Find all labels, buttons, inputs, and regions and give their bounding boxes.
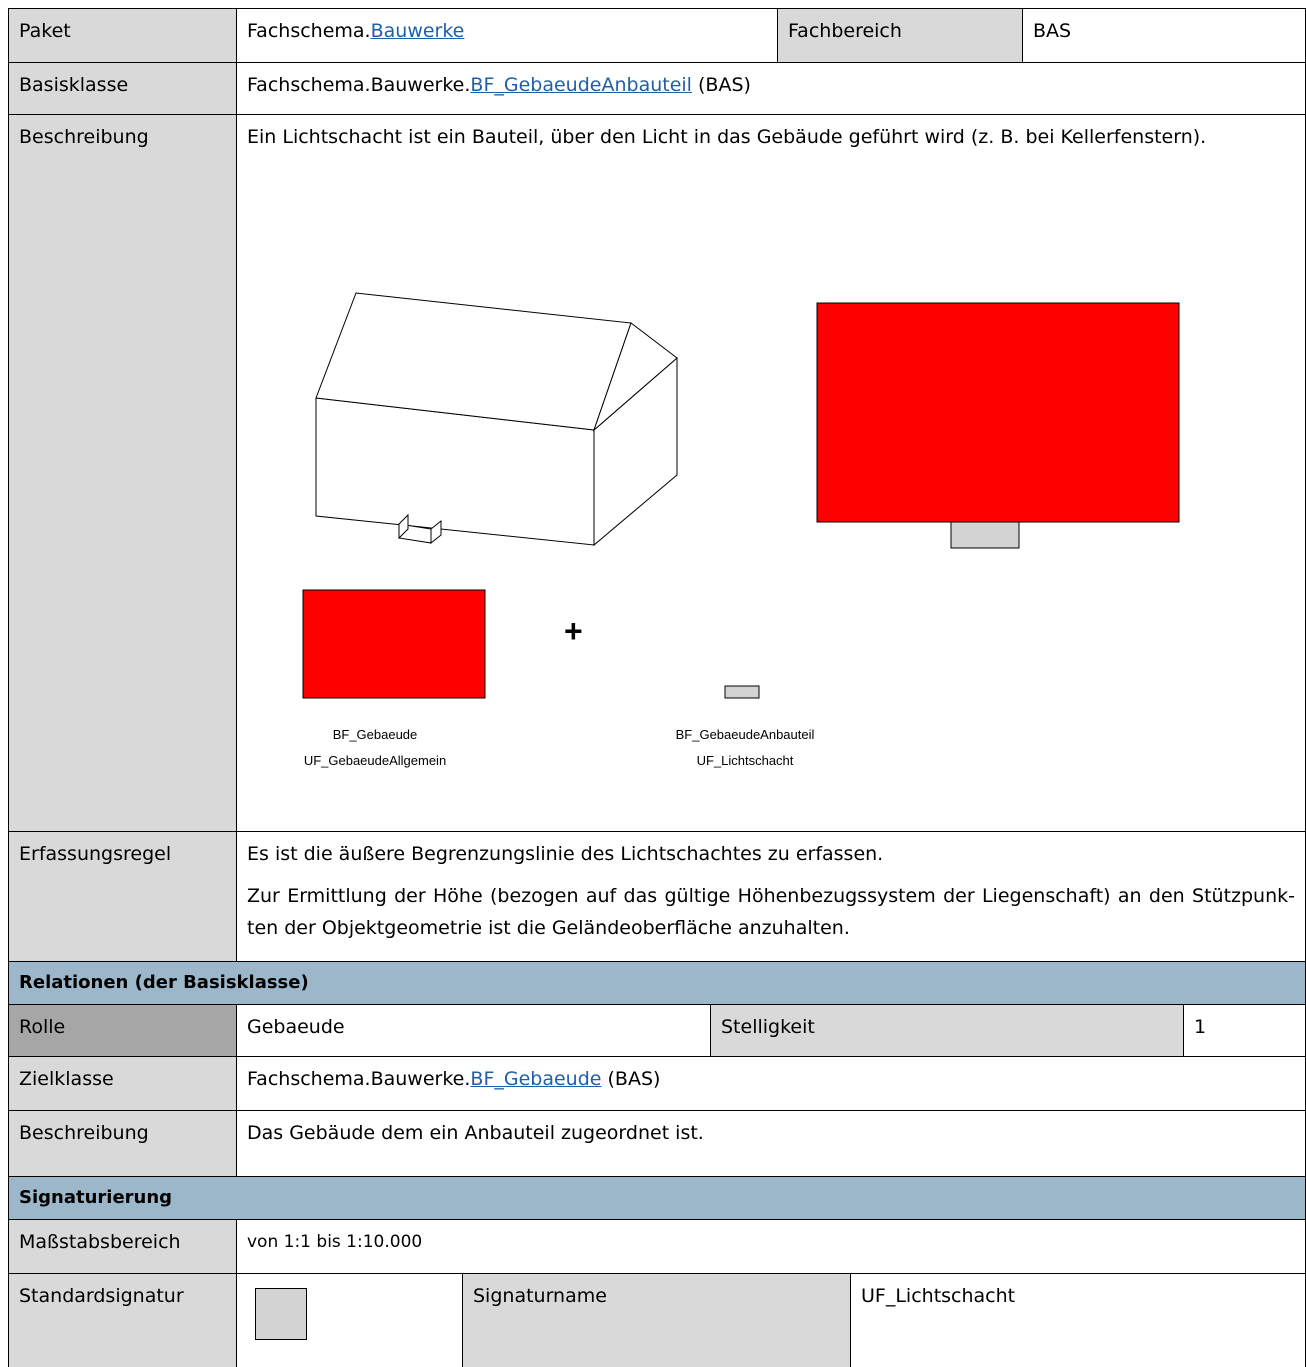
stelligkeit-value xyxy=(1183,1004,1306,1057)
erfassungsregel-para-2: Zur Ermittlung der Höhe (bezogen auf das gültige Höhenbezugssystem der Liegenschaft) an den Stützpunk-ten der Objektgeometrie ist die Geländeoberfläche anzuhalten. xyxy=(247,885,1295,939)
relationen-header xyxy=(8,961,1306,1005)
beschreibung-label-text: Beschreibung xyxy=(19,126,149,148)
legend-gebaeude-rect xyxy=(303,590,485,698)
plus-sign: + xyxy=(564,613,583,649)
signaturname-label-text: Signaturname xyxy=(473,1285,607,1307)
relation-beschreibung-label xyxy=(8,1110,237,1177)
paket-value xyxy=(236,8,778,63)
bauwerke-link[interactable]: Bauwerke xyxy=(370,20,465,42)
legend-left-label-2: UF_GebaeudeAllgemein xyxy=(303,753,447,768)
signaturname-value-text: UF_Lichtschacht xyxy=(861,1285,1016,1307)
basisklasse-prefix: Fachschema.Bauwerke. xyxy=(247,74,471,96)
massstab-value-text: von 1:1 bis 1:10.000 xyxy=(247,1232,423,1252)
legend-lichtschacht-rect xyxy=(725,686,759,698)
paket-label xyxy=(8,8,237,63)
signature-swatch xyxy=(255,1288,307,1340)
beschreibung-value xyxy=(236,114,1306,832)
bf-gebaeudeanbauteil-link[interactable]: BF_GebaeudeAnbauteil xyxy=(470,74,692,96)
paket-label-text: Paket xyxy=(19,20,71,42)
legend-right-label-1: BF_GebaeudeAnbauteil xyxy=(675,727,815,742)
rolle-label-text: Rolle xyxy=(19,1016,66,1038)
erfassungsregel-para-1: Es ist die äußere Begrenzungslinie des Lichtschachtes zu erfassen. xyxy=(247,843,884,865)
massstab-label-text: Maßstabsbereich xyxy=(19,1231,181,1253)
basisklasse-label xyxy=(8,62,237,115)
signaturierung-header-text: Signaturierung xyxy=(19,1187,173,1208)
rolle-value-text: Gebaeude xyxy=(247,1016,345,1038)
relation-beschreibung-value xyxy=(236,1110,1306,1177)
erfassungsregel-label xyxy=(8,831,237,962)
relation-beschreibung-value-text: Das Gebäude dem ein Anbauteil zugeordnet ist. xyxy=(247,1122,704,1144)
zielklasse-prefix: Fachschema.Bauwerke. xyxy=(247,1068,471,1090)
erfassungsregel-label-text: Erfassungsregel xyxy=(19,843,172,865)
zielklasse-value xyxy=(236,1056,1306,1111)
zielklasse-label xyxy=(8,1056,237,1111)
standardsignatur-swatch-cell xyxy=(236,1273,463,1367)
zielklasse-label-text: Zielklasse xyxy=(19,1068,114,1090)
relationen-header-text: Relationen (der Basisklasse) xyxy=(19,972,309,993)
stelligkeit-label xyxy=(710,1004,1184,1057)
rolle-label xyxy=(8,1004,237,1057)
basisklasse-label-text: Basisklasse xyxy=(19,74,129,96)
standardsignatur-label-text: Standardsignatur xyxy=(19,1285,184,1307)
massstab-label xyxy=(8,1219,237,1274)
basisklasse-suffix: (BAS) xyxy=(691,74,751,96)
signaturierung-header xyxy=(8,1176,1306,1220)
signaturname-value xyxy=(850,1273,1306,1367)
plan-building-rect xyxy=(817,303,1179,522)
rolle-value xyxy=(236,1004,711,1057)
paket-prefix: Fachschema. xyxy=(247,20,371,42)
massstab-value xyxy=(236,1219,1306,1274)
bf-gebaeude-link[interactable]: BF_Gebaeude xyxy=(470,1068,602,1090)
stelligkeit-value-text: 1 xyxy=(1194,1016,1207,1038)
erfassungsregel-value xyxy=(236,831,1306,962)
fachbereich-value-text: BAS xyxy=(1033,20,1072,42)
fachbereich-label-text: Fachbereich xyxy=(788,20,902,42)
basisklasse-value xyxy=(236,62,1306,115)
standardsignatur-label xyxy=(8,1273,237,1367)
fachbereich-value xyxy=(1022,8,1306,63)
plan-anbauteil-rect xyxy=(951,522,1019,548)
beschreibung-text: Ein Lichtschacht ist ein Bauteil, über den Licht in das Gebäude geführt wird (z. B. bei Kellerfenstern). xyxy=(247,126,1207,148)
zielklasse-suffix: (BAS) xyxy=(601,1068,661,1090)
stelligkeit-label-text: Stelligkeit xyxy=(721,1016,815,1038)
legend-left-label-1: BF_Gebaeude xyxy=(332,727,418,742)
fachbereich-label xyxy=(777,8,1023,63)
signaturname-label xyxy=(462,1273,851,1367)
relation-beschreibung-label-text: Beschreibung xyxy=(19,1122,149,1144)
legend-right-label-2: UF_Lichtschacht xyxy=(696,753,794,768)
beschreibung-label xyxy=(8,114,237,832)
